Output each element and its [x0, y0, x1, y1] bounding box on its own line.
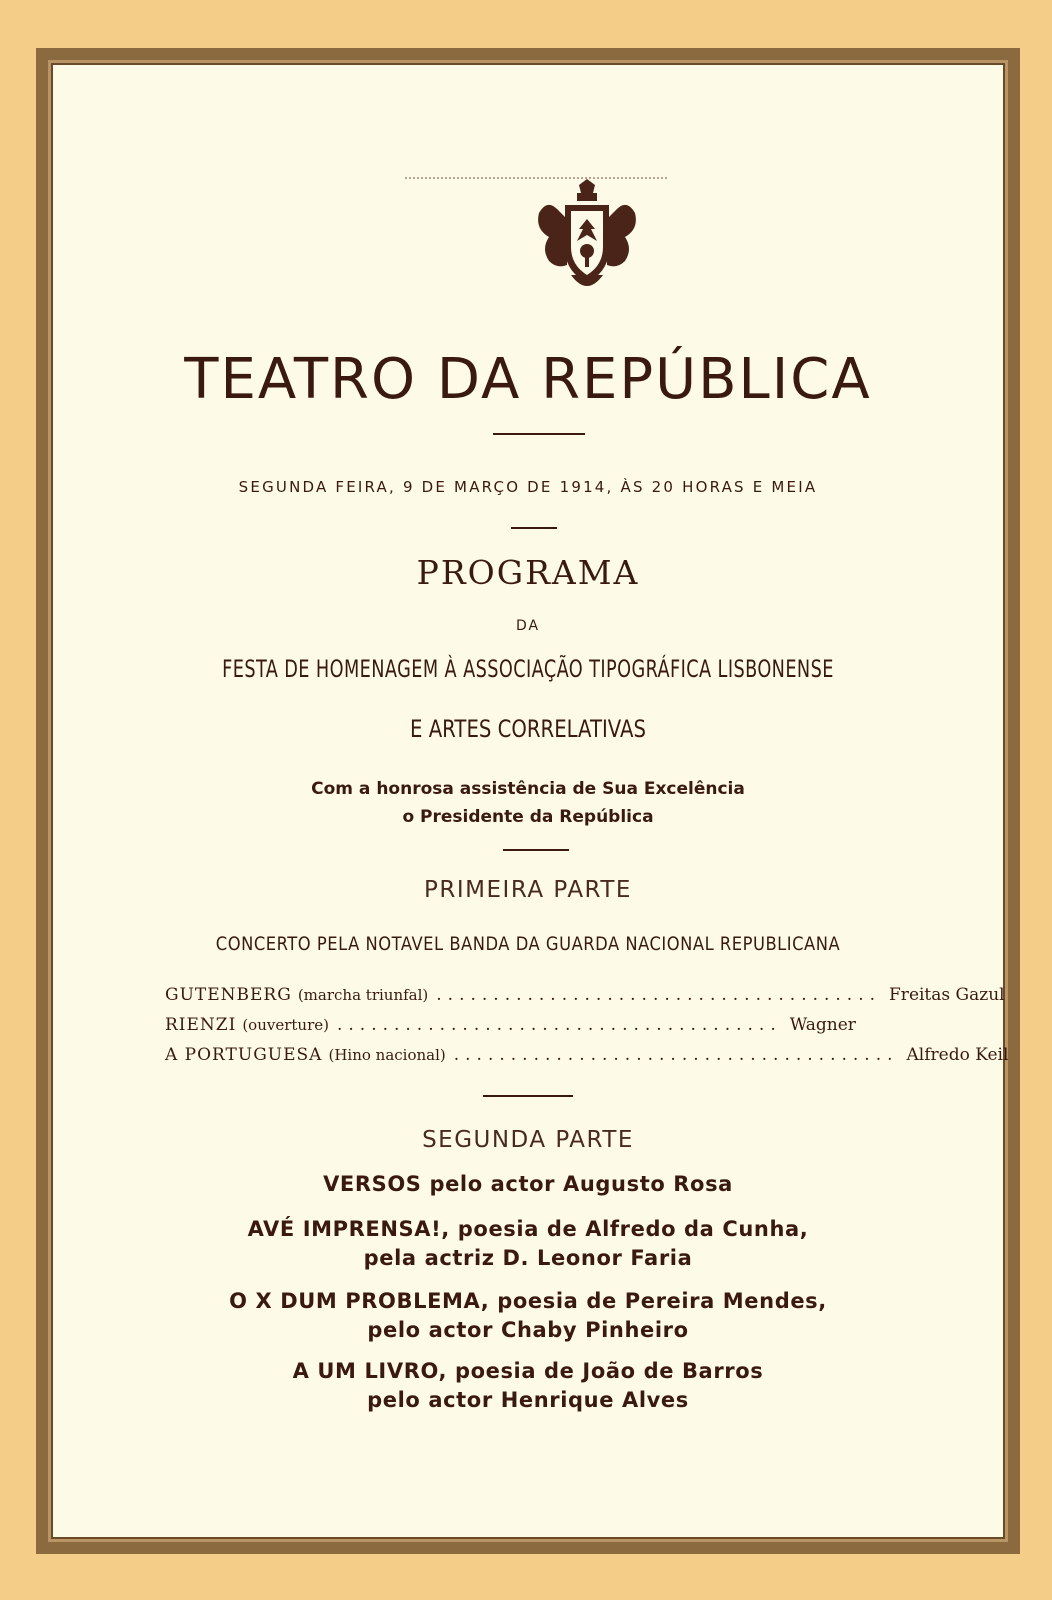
dot-leader: ....................................... [453, 1045, 899, 1065]
festa-line-1: FESTA DE HOMENAGEM À ASSOCIAÇÃO TIPOGRÁFICA LISBONENSE [222, 655, 834, 683]
composer-name: Wagner [789, 1015, 856, 1035]
performance-line-2: pela actriz D. Leonor Faria [363, 1246, 693, 1270]
work-note: (ouverture) [242, 1016, 329, 1034]
program-item [165, 1045, 1009, 1075]
program-frame [36, 48, 1020, 1554]
program-item [165, 1015, 905, 1045]
performance-item [53, 1215, 1003, 1273]
composer-name: Freitas Gazul [889, 985, 1005, 1005]
performance-line-1: AVÉ IMPRENSA!, poesia de Alfredo da Cunha, [247, 1217, 809, 1241]
programa-heading: PROGRAMA [416, 553, 640, 592]
festa-line-2: E ARTES CORRELATIVAS [410, 715, 646, 743]
performance-item [53, 1287, 1003, 1345]
page-title: TEATRO DA REPÚBLICA [184, 347, 872, 412]
performance-item [53, 1357, 1003, 1415]
work-note: (marcha triunfal) [297, 986, 429, 1004]
coat-of-arms-icon [527, 179, 647, 297]
performance-line-2: pelo actor Henrique Alves [367, 1388, 689, 1412]
program-sheet [51, 63, 1009, 1539]
performance-line-1: VERSOS pelo actor Augusto Rosa [323, 1172, 733, 1196]
honra-text [53, 775, 1003, 831]
dot-leader: ....................................... [336, 1015, 782, 1035]
work-note: (Hino nacional) [328, 1046, 446, 1064]
composer-name: Alfredo Keil [906, 1045, 1009, 1065]
concerto-line: CONCERTO PELA NOTAVEL BANDA DA GUARDA NACIONAL REPUBLICANA [215, 933, 841, 955]
primeira-parte-heading: PRIMEIRA PARTE [424, 877, 632, 903]
divider [483, 1095, 573, 1097]
performance-line-2: pelo actor Chaby Pinheiro [367, 1318, 689, 1342]
work-title: RIENZI [165, 1015, 237, 1035]
performance-line-1: A UM LIVRO, poesia de João de Barros [292, 1359, 764, 1383]
dot-leader: ....................................... [436, 985, 882, 1005]
honra-line-1: Com a honrosa assistência de Sua Excelência [311, 779, 745, 799]
divider [503, 849, 569, 851]
divider [511, 527, 557, 529]
event-date: SEGUNDA FEIRA, 9 DE MARÇO DE 1914, ÀS 20 HORAS E MEIA [238, 478, 818, 496]
performance-item [53, 1170, 1003, 1199]
honra-line-2: o Presidente da República [402, 807, 654, 827]
divider [493, 433, 585, 435]
performance-line-1: O X DUM PROBLEMA, poesia de Pereira Mendes, [229, 1289, 827, 1313]
work-title: GUTENBERG [165, 985, 292, 1005]
segunda-parte-heading: SEGUNDA PARTE [422, 1127, 634, 1153]
da-text: DA [515, 618, 541, 634]
program-item [165, 985, 1005, 1015]
work-title: A PORTUGUESA [165, 1045, 323, 1065]
